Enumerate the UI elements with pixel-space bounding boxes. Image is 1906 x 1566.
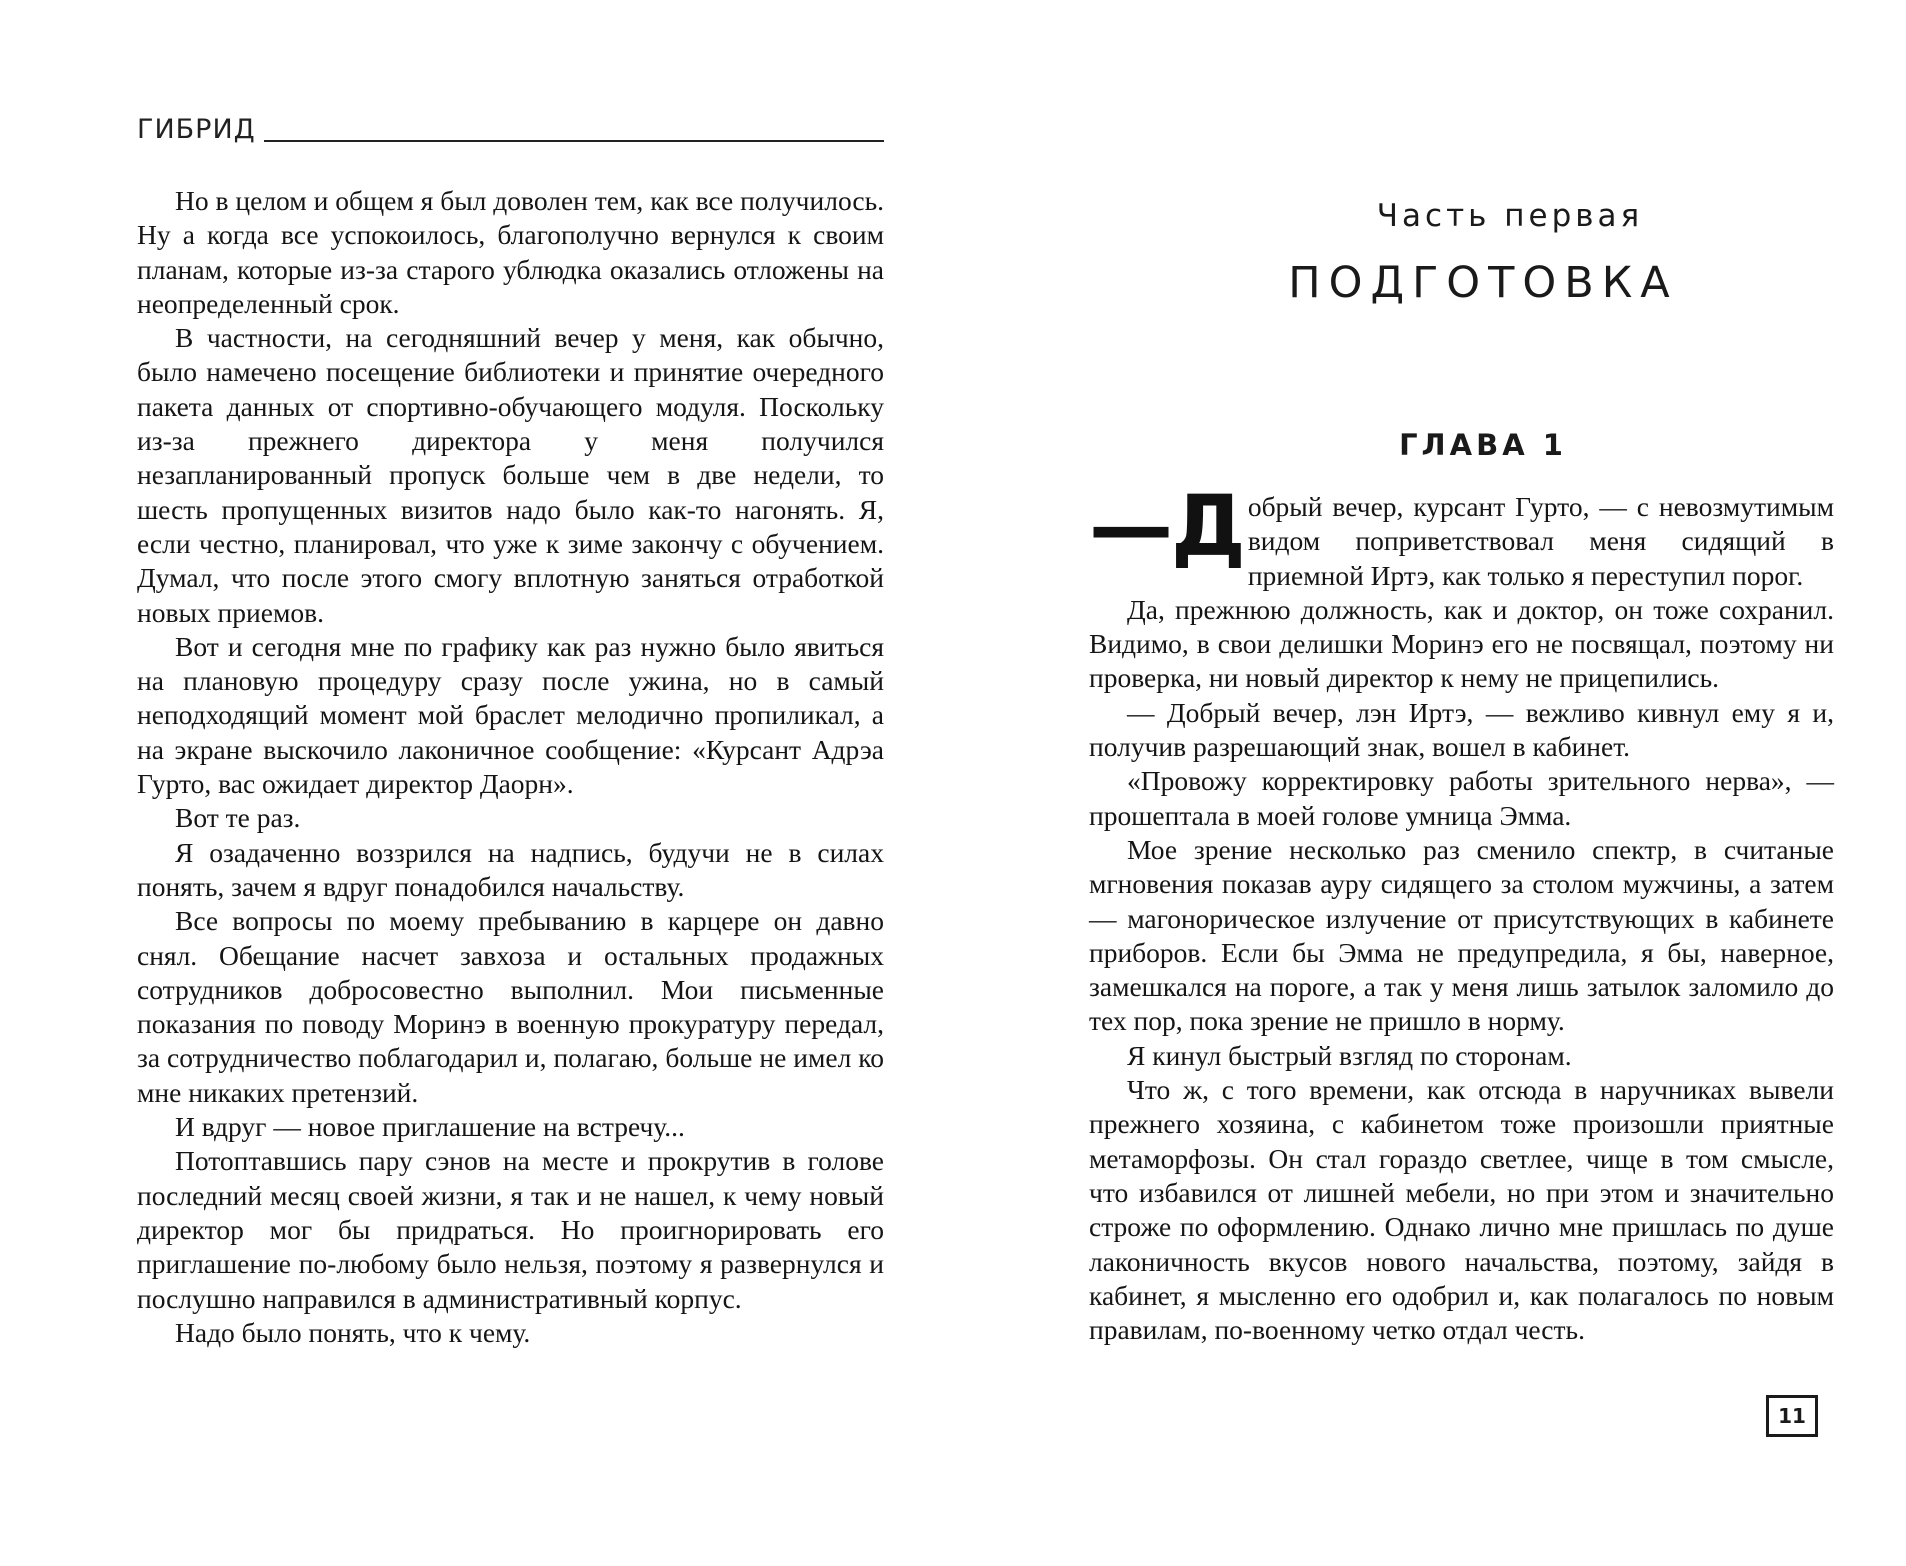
part-name: ПОДГОТОВКА: [1288, 258, 1678, 308]
paragraph: Но в целом и общем я был доволен тем, как все получилось. Ну а когда все успокоилось, благополучно вернулся к своим планам, которые из-за старого ублюдка оказались отложены на неопределенный срок.: [137, 185, 884, 319]
paragraph: — Добрый вечер, лэн Иртэ, — вежливо кивнул ему я и, получив разрешающий знак, вошел в кабинет.: [1089, 696, 1834, 763]
paragraph: В частности, на сегодняшний вечер у меня, как обычно, было намечено посещение библиотеки и принятие очередного пакета данных от спортивно-обучающего модуля. Поскольку из-за прежнего директора у меня получился незапланированный пропуск больше чем в две недели, то шесть пропущенных визитов надо было как-то нагонять. Я, если честно, планировал, что уже к зиме закончу с обучением. Думал, что после этого смогу вплотную заняться отработкой новых приемов.: [137, 322, 884, 628]
paragraph: Да, прежнюю должность, как и доктор, он тоже сохранил. Видимо, в свои делишки Моринэ его не посвящал, поэтому ни проверка, ни новый директор к нему не прицепились.: [1089, 593, 1834, 694]
opening-paragraph: [1089, 477, 1834, 593]
drop-cap: —Д: [1089, 477, 1244, 575]
paragraph: Вот и сегодня мне по графику как раз нужно было явиться на плановую процедуру сразу после ужина, но в самый неподходящий момент мой браслет мелодично пропиликал, а на экране выскочило лаконичное сообщение: «Курсант Адрэа Гурто, вас ожидает директор Даорн».: [137, 630, 884, 800]
paragraph: И вдруг — новое приглашение на встречу...: [175, 1111, 685, 1143]
right-page: [953, 0, 1906, 1566]
opening-paragraph-text: обрый вечер, курсант Гурто, — с невозмутимым видом поприветствовал меня сидящий в приемной Иртэ, как только я переступил порог.: [1247, 491, 1834, 591]
paragraph: Я кинул быстрый взгляд по сторонам.: [1127, 1039, 1572, 1071]
paragraph: Надо было понять, что к чему.: [175, 1316, 531, 1348]
part-label: Часть первая: [1376, 198, 1644, 234]
right-body-text: [1089, 477, 1834, 1347]
paragraph: Что ж, с того времени, как отсюда в наручниках вывели прежнего хозяина, с кабинетом тоже произошли приятные метаморфозы. Он стал гораздо светлее, чище в том смысле, что избавился от лишней мебели, но при этом и значительно строже по оформлению. Однако лично мне пришлась по душе лаконичность вкусов нового начальства, поэтому, зайдя в кабинет, я мысленно его одобрил и, как полагалось по новым правилам, по-военному четко отдал честь.: [1089, 1074, 1834, 1346]
book-title: ГИБРИД: [137, 114, 256, 145]
paragraph: Я озадаченно воззрился на надпись, будучи не в силах понять, зачем я вдруг понадобился начальству.: [137, 836, 884, 902]
chapter-heading: ГЛАВА 1: [1399, 428, 1567, 462]
paragraph: «Провожу корректировку работы зрительного нерва», — прошептала в моей голове умница Эмма.: [1089, 765, 1834, 831]
page-number: 11: [1766, 1395, 1818, 1437]
paragraph: Все вопросы по моему пребыванию в карцере он давно снял. Обещание насчет завхоза и остальных продажных сотрудников добросовестно выполнил. Мои письменные показания по поводу Моринэ в военную прокуратуру передал, за сотрудничество поблагодарил и, полагаю, больше не имел ко мне никаких претензий.: [137, 905, 884, 1108]
header-rule: [264, 140, 884, 142]
paragraph: Вот те раз.: [175, 802, 301, 834]
paragraph: Мое зрение несколько раз сменило спектр, в считаные мгновения показав ауру сидящего за столом мужчины, а затем — магонорическое излучение от присутствующих в кабинете приборов. Если бы Эмма не предупредила, я бы, наверное, замешкался на пороге, а так у меня лишь затылок заломило до тех пор, пока зрение не пришло в норму.: [1089, 833, 1834, 1037]
running-head: [137, 116, 884, 143]
paragraph: Потоптавшись пару сэнов на месте и прокрутив в голове последний месяц своей жизни, я так и не нашел, к чему новый директор мог бы придраться. Но проигнорировать его приглашение по-любому было нельзя, поэтому я развернулся и послушно направился в административный корпус.: [137, 1145, 884, 1314]
left-body-text: [137, 184, 884, 1350]
